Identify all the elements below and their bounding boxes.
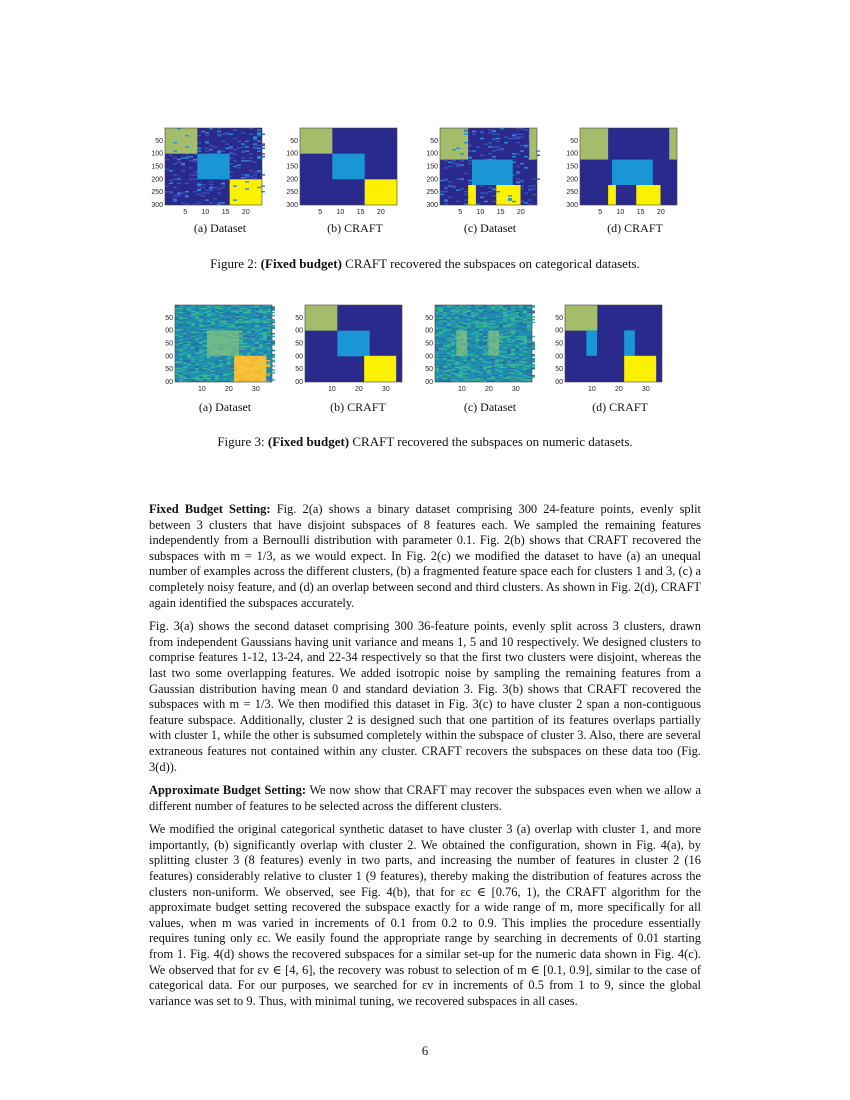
fig3b-ytick: 00 xyxy=(295,353,303,361)
fig2c-xtick: 10 xyxy=(476,209,485,216)
fig2-panel-a xyxy=(150,128,275,223)
fig3a-ytick: 50 xyxy=(165,314,173,322)
fig2-caption-text: CRAFT recovered the subspaces on categorical datasets. xyxy=(345,256,640,271)
fig3-heatmap-d xyxy=(550,305,675,400)
fig2c-cluster-1a xyxy=(440,128,468,160)
fig3b-subcaption: (b) CRAFT xyxy=(330,400,386,414)
fig2-heatmap-c xyxy=(425,128,550,223)
body-text xyxy=(149,502,701,1017)
fig2b-subcaption: (b) CRAFT xyxy=(327,221,383,235)
fig3a-ytick: 00 xyxy=(165,327,173,335)
paragraph-approx-budget-text: We now show that CRAFT may recover the subspaces even when we allow a different number of features to be selected across the different clusters. xyxy=(149,783,701,813)
fig2a-ytick: 50 xyxy=(155,137,163,145)
fig2c-xtick: 20 xyxy=(516,209,525,216)
fig3b-ytick: 00 xyxy=(295,379,303,386)
fig2b-cluster-3 xyxy=(365,179,397,205)
fig2d-cluster-1b xyxy=(669,128,677,160)
fig3c-ytick: 50 xyxy=(425,340,433,348)
fig3d-xtick: 10 xyxy=(588,386,596,393)
fig2a-xtick: 15 xyxy=(221,209,230,216)
fig2c-ytick: 50 xyxy=(430,137,438,145)
fig3d-subcaption: (d) CRAFT xyxy=(592,400,648,414)
fig2d-cluster-3a xyxy=(608,185,616,205)
fig3-caption-label: Figure 3: xyxy=(217,434,265,449)
fig2c-ytick: 300 xyxy=(426,202,438,209)
fig2d-ytick: 150 xyxy=(566,163,578,171)
fig3a-ytick: 00 xyxy=(165,379,173,386)
paragraph-modified-dataset: We modified the original categorical synthetic dataset to have cluster 3 (a) overlap with cluster 1, and more importantly, (b) significantly overlap with cluster 2. We obtained the configuration, shown in Fig. 4(a), by splitting cluster 3 (8 features) evenly in two parts, and increasing the number of features in cluster 2 (16 features) considerably relative to cluster 1 (9 features), thereby making the distribution of features across the clusters non-uniform. We observed, see Fig. 4(b), that for εc ∈ [0.76, 1), the CRAFT algorithm for the approximate budget setting recovered the subspace exactly for a wide range of m, more specifically for all values, when m was varied in increments of 0.1 from 0.2 to 0.9. This implies the procedure essentially requires tuning only εc. We easily found the appropriate range by searching in decrements of 0.01 starting from 1. Fig. 4(d) shows the recovered subspaces for a similar set-up for the numeric data shown in Fig. 4(c). We observed that for εv ∈ [4, 6], the recovery was robust to selection of m ∈ [0.1, 0.9], similar to the case of categorical data. For our purposes, we searched for εv in increments of 0.5 from 1 to 9, since the global variance was set to 9. Thus, with minimal tuning, we recovered subspaces in all cases. xyxy=(149,822,701,1008)
fig3-panel-b xyxy=(290,305,415,400)
fig2b-ytick: 200 xyxy=(286,176,298,184)
fig2a-xtick: 20 xyxy=(241,209,250,216)
fig2d-ytick: 50 xyxy=(570,137,578,145)
fig3d-cluster-2a xyxy=(586,330,597,355)
fig3c-xtick: 10 xyxy=(458,386,466,393)
paragraph-numeric-dataset: Fig. 3(a) shows the second dataset comprising 300 36-feature points, evenly split across 3 clusters, drawn from independent Gaussians having unit variance and means 1, 5 and 10 respectively. We designed clusters to comprise features 1-12, 13-24, and 22-34 respectively so that the first two clusters were disjoint, whereas the last two some overlapping features. We added isotropic noise by sampling the remaining features from a Gaussian distribution having mean 0 and standard deviation 3. Fig. 3(b) shows that CRAFT recovered the subspaces with m = 1/3. We then modified this dataset in Fig. 3(c) to have cluster 2 span a non-contiguous feature subspace. Additionally, cluster 2 is designed such that one partition of its features overlaps partially with cluster 1, while the other is subsumed completely within the subspace of cluster 3. Also, there are several extraneous features not contained within any cluster. CRAFT recovers the subspaces on these data too (Fig. 3(d)). xyxy=(149,619,701,774)
fig3b-ytick: 00 xyxy=(295,327,303,335)
fig2a-cluster-3 xyxy=(230,179,262,205)
fig2d-cluster-3b xyxy=(636,185,660,205)
paragraph-approx-budget xyxy=(149,783,701,814)
fig3-panel-d xyxy=(550,305,675,400)
fig2a-ytick: 100 xyxy=(151,150,163,158)
fig3d-ytick: 00 xyxy=(555,353,563,361)
fig3c-ytick: 50 xyxy=(425,366,433,374)
fig3b-ytick: 50 xyxy=(295,366,303,374)
fig3d-ytick: 50 xyxy=(555,340,563,348)
fig3-caption-text: CRAFT recovered the subspaces on numeric datasets. xyxy=(352,434,633,449)
fig2a-ytick: 250 xyxy=(151,189,163,197)
fig2-panel-b xyxy=(285,128,410,223)
fig2c-cluster-3a xyxy=(468,185,476,205)
fig2-panel-d xyxy=(565,128,690,223)
heading-fixed-budget: Fixed Budget Setting: xyxy=(149,502,271,516)
fig2b-ytick: 150 xyxy=(286,163,298,171)
fig3b-xtick: 20 xyxy=(354,386,363,393)
fig2d-ytick: 250 xyxy=(566,189,578,197)
fig2b-xtick: 5 xyxy=(318,209,323,216)
fig2c-ytick: 100 xyxy=(426,150,438,158)
fig2c-cluster-1b xyxy=(529,128,537,160)
fig3b-xtick: 30 xyxy=(381,386,390,393)
fig2-panel-c xyxy=(425,128,550,223)
fig2b-ytick: 100 xyxy=(286,150,298,158)
fig2b-xtick: 10 xyxy=(336,209,345,216)
fig2-heatmap-d xyxy=(565,128,690,223)
fig2d-xtick: 20 xyxy=(656,209,665,216)
fig3d-cluster-2b xyxy=(624,330,635,355)
fig2b-ytick: 250 xyxy=(286,189,298,197)
fig3d-xtick: 20 xyxy=(614,386,623,393)
fig3d-cluster-3 xyxy=(624,356,656,382)
fig3b-ytick: 50 xyxy=(295,340,303,348)
fig3b-cluster-2 xyxy=(337,331,369,357)
fig2b-ytick: 300 xyxy=(286,202,298,209)
fig3c-xtick: 30 xyxy=(511,386,520,393)
fig2c-ytick: 200 xyxy=(426,176,438,184)
fig2c-subcaption: (c) Dataset xyxy=(463,221,517,235)
fig2b-ytick: 50 xyxy=(290,137,298,145)
fig2a-cluster-1 xyxy=(165,128,197,154)
fig3d-cluster-1 xyxy=(565,305,597,331)
fig2b-cluster-2 xyxy=(332,154,364,180)
fig2c-xtick: 5 xyxy=(458,209,463,216)
fig2a-xtick: 5 xyxy=(183,209,188,216)
fig3b-xtick: 10 xyxy=(328,386,336,393)
fig2c-ytick: 250 xyxy=(426,189,438,197)
fig2a-xtick: 10 xyxy=(201,209,210,216)
figure-2-caption xyxy=(0,256,850,272)
fig2d-xtick: 10 xyxy=(616,209,625,216)
fig2d-subcaption: (d) CRAFT xyxy=(607,221,663,235)
fig2b-xtick: 15 xyxy=(356,209,365,216)
fig3d-ytick: 50 xyxy=(555,366,563,374)
fig3-heatmap-a xyxy=(160,305,285,400)
fig3a-ytick: 00 xyxy=(165,353,173,361)
fig2b-xtick: 20 xyxy=(376,209,385,216)
fig2b-cluster-1 xyxy=(300,128,332,154)
fig3c-ytick: 50 xyxy=(425,314,433,322)
fig2-caption-label: Figure 2: xyxy=(210,256,258,271)
fig3a-xtick: 30 xyxy=(251,386,260,393)
fig2-caption-bold: (Fixed budget) xyxy=(260,256,342,271)
fig2d-ytick: 100 xyxy=(566,150,578,158)
fig3c-ytick: 00 xyxy=(425,379,433,386)
fig3d-ytick: 00 xyxy=(555,327,563,335)
fig2a-subcaption: (a) Dataset xyxy=(193,221,247,235)
fig3a-ytick: 50 xyxy=(165,366,173,374)
fig3b-ytick: 50 xyxy=(295,314,303,322)
fig2c-ytick: 150 xyxy=(426,163,438,171)
fig2d-cluster-2 xyxy=(612,160,653,185)
fig2-heatmap-b xyxy=(285,128,410,223)
fig2c-cluster-2 xyxy=(472,160,513,185)
fig3d-ytick: 50 xyxy=(555,314,563,322)
page-number: 6 xyxy=(421,1043,429,1058)
fig3d-ytick: 00 xyxy=(555,379,563,386)
fig3c-xtick: 20 xyxy=(484,386,493,393)
fig3-heatmap-c xyxy=(420,305,545,400)
fig3-caption-bold: (Fixed budget) xyxy=(267,434,350,449)
fig3c-ytick: 00 xyxy=(425,327,433,335)
fig2a-ytick: 200 xyxy=(151,176,163,184)
fig3a-xtick: 20 xyxy=(224,386,233,393)
fig2d-cluster-1a xyxy=(580,128,608,160)
fig2c-xtick: 15 xyxy=(496,209,505,216)
fig3a-xtick: 10 xyxy=(198,386,206,393)
fig2d-xtick: 5 xyxy=(598,209,603,216)
fig3-panel-a xyxy=(160,305,285,400)
fig3a-ytick: 50 xyxy=(165,340,173,348)
fig3b-cluster-1 xyxy=(305,305,337,331)
fig3c-ytick: 00 xyxy=(425,353,433,361)
fig3c-subcaption: (c) Dataset xyxy=(463,400,517,414)
fig3-panel-c xyxy=(420,305,545,400)
fig3b-cluster-3 xyxy=(364,356,396,382)
fig2d-xtick: 15 xyxy=(636,209,645,216)
heading-approx-budget: Approximate Budget Setting: xyxy=(149,783,307,798)
fig2a-ytick: 300 xyxy=(151,202,163,209)
fig2c-cluster-3b xyxy=(496,185,520,205)
fig2a-ytick: 150 xyxy=(151,163,163,171)
fig2d-ytick: 200 xyxy=(566,176,578,184)
paragraph-fixed-budget xyxy=(149,502,701,611)
fig3d-xtick: 30 xyxy=(641,386,650,393)
fig3a-subcaption: (a) Dataset xyxy=(198,400,252,414)
fig3-heatmap-b xyxy=(290,305,415,400)
figure-3-caption xyxy=(0,434,850,450)
fig2-heatmap-a xyxy=(150,128,275,223)
fig2d-ytick: 300 xyxy=(566,202,578,209)
paragraph-fixed-budget-text: Fig. 2(a) shows a binary dataset comprising 300 24-feature points, evenly split between 3 clusters that have disjoint subspaces of 8 features each. We sampled the remaining features independently from a Bernoulli distribution with parameter 0.1. Fig. 2(b) shows that CRAFT recovered the subspaces with m = 1/3, as we would expect. In Fig. 2(c) we modified the dataset to have (a) an unequal number of examples across the different clusters, (b) a fragmented feature space each for clusters 1 and 3, (c) a completely noisy feature, and (d) an overlap between second and third clusters. As shown in Fig. 2(d), CRAFT again identified the subspaces accurately. xyxy=(149,502,701,610)
